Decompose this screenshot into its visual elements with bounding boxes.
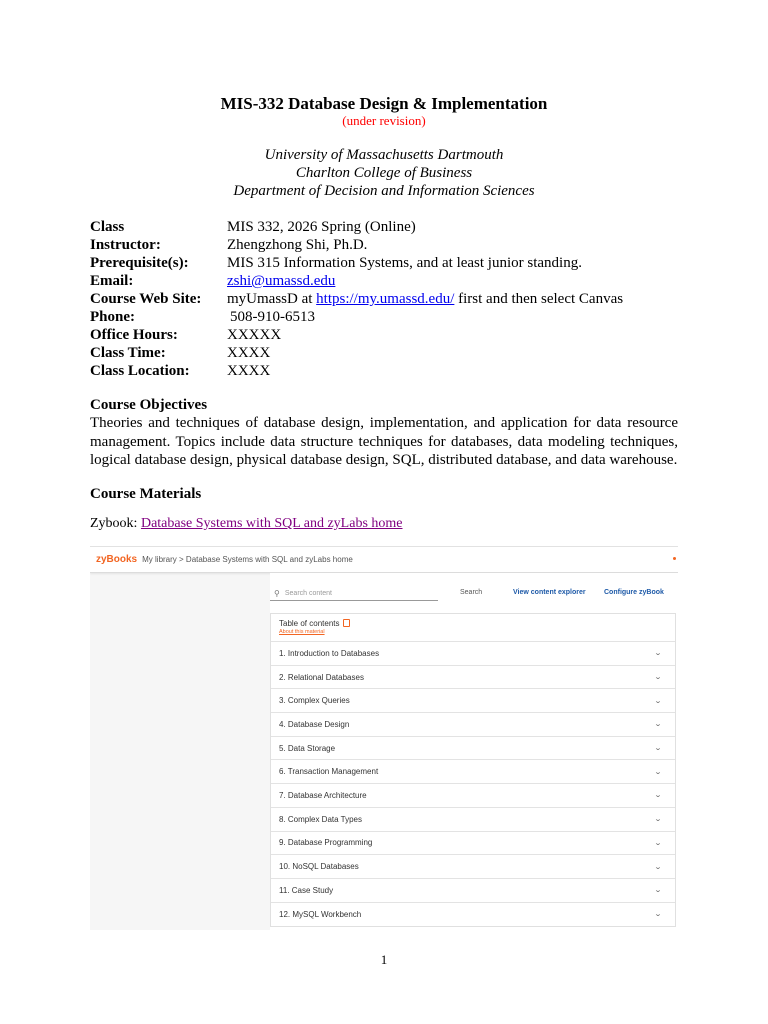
toc-chapter[interactable] bbox=[271, 689, 675, 713]
chapter-label: 7. Database Architecture bbox=[279, 790, 367, 800]
toc-title: Table of contents bbox=[279, 619, 340, 628]
college-name: Charlton College of Business bbox=[295, 165, 473, 181]
objectives-heading: Course Objectives bbox=[90, 397, 208, 413]
toc-chapter[interactable] bbox=[271, 903, 675, 927]
toc-chapter[interactable] bbox=[271, 784, 675, 808]
copy-icon[interactable] bbox=[343, 619, 350, 627]
info-row-class-location bbox=[90, 362, 623, 380]
revision-note: (under revision) bbox=[342, 113, 426, 128]
chapter-label: 1. Introduction to Databases bbox=[279, 648, 380, 658]
toc-chapter[interactable] bbox=[271, 642, 675, 666]
toc-chapter[interactable] bbox=[271, 737, 675, 761]
info-label: Email: bbox=[90, 273, 134, 289]
info-row-prerequisite bbox=[90, 254, 623, 272]
info-value: 508-910-6513 bbox=[230, 309, 315, 325]
info-value: Zhengzhong Shi, Ph.D. bbox=[227, 237, 368, 253]
course-info-table bbox=[90, 218, 623, 380]
info-row-class bbox=[90, 218, 623, 236]
materials-heading: Course Materials bbox=[90, 486, 202, 502]
zybook-link[interactable]: Database Systems with SQL and zyLabs home bbox=[140, 516, 403, 531]
info-label: Instructor: bbox=[90, 237, 161, 253]
zybook-line bbox=[90, 516, 403, 532]
university-name: University of Massachusetts Dartmouth bbox=[264, 147, 504, 163]
chevron-down-icon: ⌄ bbox=[653, 887, 663, 895]
search-icon: ⚲ bbox=[274, 589, 280, 598]
toc-chapter[interactable] bbox=[271, 808, 675, 832]
info-label: Office Hours: bbox=[90, 327, 178, 343]
chevron-down-icon: ⌄ bbox=[653, 697, 663, 705]
chevron-down-icon: ⌄ bbox=[653, 674, 663, 682]
website-prefix: myUmassD at bbox=[227, 291, 317, 307]
zybooks-logo[interactable]: zyBooks bbox=[96, 554, 138, 565]
website-link[interactable]: https://my.umassd.edu/ bbox=[316, 291, 455, 307]
info-label: Class bbox=[90, 219, 125, 235]
chapter-label: 3. Complex Queries bbox=[279, 696, 350, 706]
notification-dot-icon bbox=[673, 557, 676, 560]
chapter-label: 12. MySQL Workbench bbox=[279, 909, 362, 919]
info-value: MIS 332, 2026 Spring (Online) bbox=[227, 219, 416, 235]
chevron-down-icon: ⌄ bbox=[653, 745, 663, 753]
chapter-label: 10. NoSQL Databases bbox=[279, 862, 359, 872]
info-label: Phone: bbox=[90, 309, 135, 325]
email-link[interactable]: zshi@umassd.edu bbox=[227, 273, 336, 289]
chapter-label: 5. Data Storage bbox=[279, 743, 336, 753]
info-row-class-time bbox=[90, 344, 623, 362]
chapter-label: 9. Database Programming bbox=[279, 838, 373, 848]
department-name: Department of Decision and Information Sciences bbox=[233, 183, 535, 199]
toc-chapter[interactable] bbox=[271, 760, 675, 784]
info-label: Class Time: bbox=[90, 345, 166, 361]
website-suffix: first and then select Canvas bbox=[454, 291, 624, 307]
course-title: MIS-332 Database Design & Implementation bbox=[220, 94, 548, 113]
table-of-contents bbox=[270, 613, 676, 927]
info-label: Course Web Site: bbox=[90, 291, 202, 307]
info-row-email bbox=[90, 272, 623, 290]
zybooks-top-bar bbox=[90, 547, 678, 573]
toc-chapter[interactable] bbox=[271, 713, 675, 737]
info-value: MIS 315 Information Systems, and at least junior standing. bbox=[227, 255, 582, 271]
chevron-down-icon: ⌄ bbox=[653, 816, 663, 824]
chapter-label: 6. Transaction Management bbox=[279, 767, 379, 777]
chevron-down-icon: ⌄ bbox=[653, 768, 663, 776]
page-number: 1 bbox=[380, 952, 388, 967]
info-value: XXXX bbox=[227, 363, 271, 379]
about-material-link[interactable]: About this material bbox=[279, 629, 325, 635]
toc-chapter[interactable] bbox=[271, 832, 675, 856]
toc-title-row bbox=[279, 619, 675, 628]
chevron-down-icon: ⌄ bbox=[653, 863, 663, 871]
zybooks-screenshot bbox=[90, 546, 678, 930]
view-content-explorer-link[interactable]: View content explorer bbox=[513, 589, 586, 596]
chapter-label: 8. Complex Data Types bbox=[279, 814, 363, 824]
search-placeholder: Search content bbox=[284, 590, 332, 597]
toc-chapter[interactable] bbox=[271, 879, 675, 903]
toc-header bbox=[271, 614, 675, 642]
info-label: Class Location: bbox=[90, 363, 190, 379]
chevron-down-icon: ⌄ bbox=[653, 721, 663, 729]
info-value bbox=[227, 290, 623, 308]
chapter-label: 11. Case Study bbox=[279, 885, 334, 895]
search-button[interactable]: Search bbox=[460, 589, 483, 596]
zybook-prefix: Zybook: bbox=[90, 516, 141, 531]
info-row-office-hours bbox=[90, 326, 623, 344]
objectives-text: Theories and techniques of database design, implementation, and application for data resource management. Topics include data structure techniques for databases, data modeling techniques, logical database design, physical database design, SQL, distributed database, and data warehouse. bbox=[90, 415, 678, 468]
info-value: XXXXX bbox=[227, 327, 282, 343]
chevron-down-icon: ⌄ bbox=[653, 650, 663, 658]
search-input[interactable] bbox=[270, 587, 438, 601]
info-label: Prerequisite(s): bbox=[90, 255, 189, 271]
chapter-label: 4. Database Design bbox=[279, 719, 350, 729]
zybooks-breadcrumb[interactable]: My library > Database Systems with SQL and zyLabs home bbox=[142, 555, 353, 564]
chevron-down-icon: ⌄ bbox=[653, 839, 663, 847]
info-value: XXXX bbox=[227, 345, 271, 361]
chapter-label: 2. Relational Databases bbox=[279, 672, 364, 682]
toc-chapter[interactable] bbox=[271, 855, 675, 879]
info-row-phone bbox=[90, 308, 623, 326]
zybooks-main bbox=[270, 573, 678, 930]
info-row-instructor bbox=[90, 236, 623, 254]
chevron-down-icon: ⌄ bbox=[653, 792, 663, 800]
chevron-down-icon: ⌄ bbox=[653, 911, 663, 919]
info-row-website bbox=[90, 290, 623, 308]
configure-zybook-link[interactable]: Configure zyBook bbox=[604, 589, 664, 596]
toc-chapter[interactable] bbox=[271, 666, 675, 690]
